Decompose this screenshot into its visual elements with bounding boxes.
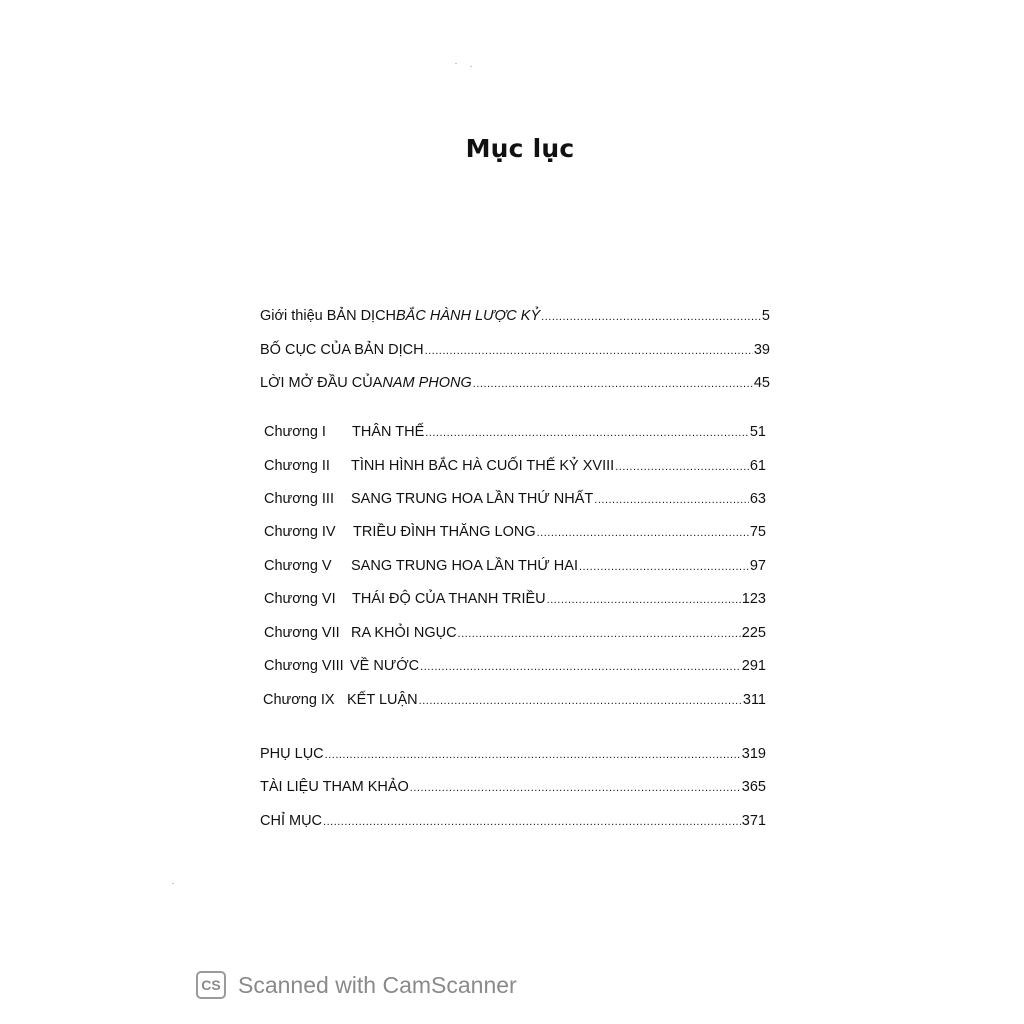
dot-leader [410,782,741,794]
dot-leader [615,461,749,473]
chapter-title: TRIỀU ĐÌNH THĂNG LONG [353,524,536,540]
toc-entry-label-italic: NAM PHONG [382,375,472,391]
toc-entry-page: 45 [753,375,770,391]
chapter-page: 291 [741,658,766,674]
chapter-title: VỀ NƯỚC [350,658,420,674]
chapter-number: Chương VII [264,625,340,641]
chapter-number: Chương VIII [264,658,344,674]
toc-entry-label: CHỈ MỤC [260,813,323,829]
chapter-page: 61 [749,458,766,474]
toc-chapter-3 [264,491,766,507]
toc-entry-label: LỜI MỞ ĐẦU CỦA [260,375,383,391]
watermark-text: Scanned with CamScanner [238,971,517,998]
chapter-title: SANG TRUNG HOA LẦN THỨ HAI [351,558,578,574]
chapter-page: 51 [749,424,766,440]
toc-entry-page: 319 [741,746,766,762]
toc-entry-structure [260,342,770,358]
scan-speck [172,883,174,884]
chapter-number: Chương IV [264,524,336,540]
camscanner-watermark [196,968,517,1002]
chapter-title: SANG TRUNG HOA LẦN THỨ NHẤT [351,491,594,507]
toc-chapter-9 [263,692,766,708]
toc-chapter-6 [264,591,766,607]
chapter-number: Chương III [264,491,334,507]
chapter-title: KẾT LUẬN [347,692,418,708]
dot-leader [594,494,749,506]
toc-entry-foreword [260,375,770,391]
chapter-page: 75 [749,524,766,540]
chapter-number: Chương V [264,558,332,574]
dot-leader [473,378,753,390]
camscanner-logo-icon: CS [196,971,226,999]
toc-entry-label-italic: BẮC HÀNH LƯỢC KỶ [396,308,541,324]
toc-entry-index [260,813,766,829]
dot-leader [420,661,741,673]
dot-leader [458,628,741,640]
chapter-number: Chương II [264,458,330,474]
chapter-title: TÌNH HÌNH BẮC HÀ CUỐI THẾ KỶ XVIII [351,458,615,474]
chapter-page: 311 [742,692,766,708]
toc-entry-references [260,779,766,795]
scan-speck [470,66,472,67]
chapter-page: 97 [749,558,766,574]
toc-chapter-8 [264,658,766,674]
toc-chapter-2 [264,458,766,474]
dot-leader [579,561,749,573]
toc-entry-label: Giới thiệu BẢN DỊCH [260,308,397,324]
toc-chapter-7 [264,625,766,641]
toc-entry-appendix [260,746,766,762]
chapter-title: RA KHỎI NGỤC [351,625,457,641]
dot-leader [325,749,741,761]
dot-leader [425,427,749,439]
dot-leader [425,345,753,357]
chapter-title: THÂN THẾ [352,424,425,440]
dot-leader [323,816,741,828]
scan-speck [455,63,457,64]
page-title: Mục lục [465,134,575,163]
dot-leader [547,594,741,606]
chapter-number: Chương VI [264,591,336,607]
toc-entry-label: PHỤ LỤC [260,746,324,762]
toc-entry-label: TÀI LIỆU THAM KHẢO [260,779,409,795]
toc-entry-page: 365 [741,779,766,795]
chapter-page: 63 [749,491,766,507]
dot-leader [419,695,742,707]
toc-entry-label: BỐ CỤC CỦA BẢN DỊCH [260,342,424,358]
toc-entry-intro [260,308,770,324]
toc-chapter-1 [264,424,766,440]
chapter-number: Chương I [264,424,326,440]
toc-entry-page: 371 [741,813,766,829]
chapter-number: Chương IX [263,692,335,708]
chapter-page: 123 [741,591,766,607]
dot-leader [537,527,749,539]
chapter-page: 225 [741,625,766,641]
chapter-title: THÁI ĐỘ CỦA THANH TRIỀU [352,591,546,607]
toc-entry-page: 5 [761,308,770,324]
toc-entry-page: 39 [753,342,770,358]
toc-chapter-5 [264,558,766,574]
toc-chapter-4 [264,524,766,540]
dot-leader [541,311,761,323]
